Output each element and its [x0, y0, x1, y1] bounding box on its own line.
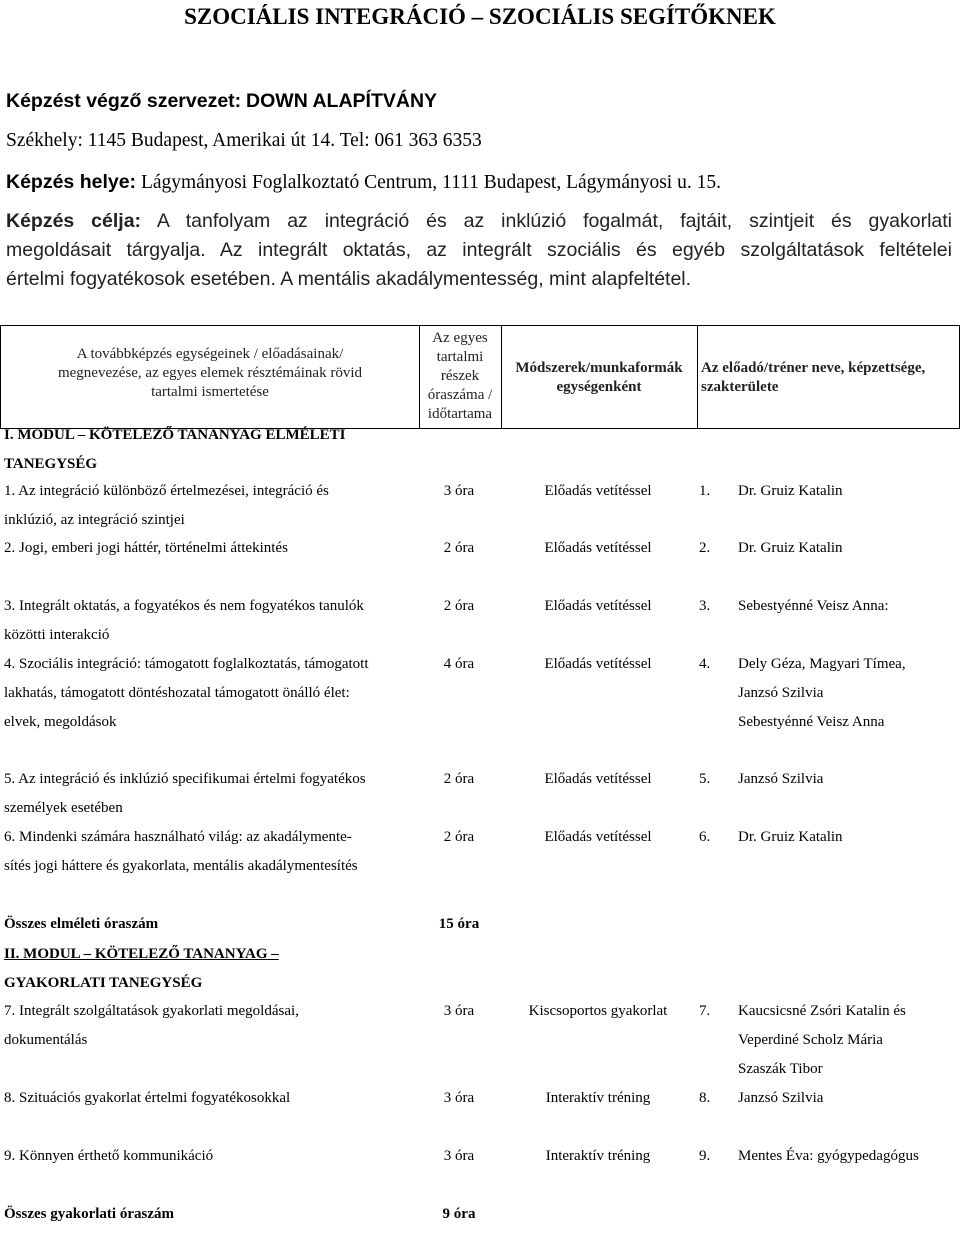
row-trainer-number: 3. [699, 598, 711, 614]
row-topic-line2: dokumentálás [4, 1032, 88, 1048]
row-hours: 3 óra [443, 1003, 475, 1019]
row-trainer-line1: Dr. Gruiz Katalin [738, 483, 843, 499]
row-trainer-number: 8. [699, 1090, 711, 1106]
row-trainer-line2: Janzsó Szilvia [738, 685, 824, 701]
row-trainer-number: 2. [699, 540, 711, 556]
row-hours: 2 óra [443, 598, 475, 614]
row-trainer-number: 5. [699, 771, 711, 787]
row-topic-line2: inklúzió, az integráció szintjei [4, 512, 185, 528]
header-units: A továbbképzés egységeinek / előadásainak/ megnevezése, az egyes elemek résztémáinak rövid tartalmi ismertetése [57, 346, 362, 400]
row-topic-line2: közötti interakció [4, 627, 110, 643]
row-trainer-line1: Dely Géza, Magyari Tímea, [738, 656, 906, 672]
row-topic-line2: lakhatás, támogatott döntéshozatal támogatott önálló élet: [4, 685, 350, 701]
row-topic-line1: 2. Jogi, emberi jogi háttér, történelmi áttekintés [4, 540, 288, 556]
row-trainer-number: 9. [699, 1148, 711, 1164]
row-topic-line3: elvek, megoldások [4, 714, 117, 730]
total-theory-value: 15 óra [438, 916, 480, 932]
module-1-title-line1: I. MODUL – KÖTELEZŐ TANANYAG ELMÉLETI [4, 427, 346, 443]
row-method: Interaktív tréning [545, 1148, 651, 1164]
organizer-label: Képzést végző szervezet: [6, 90, 242, 112]
row-trainer-number: 6. [699, 829, 711, 845]
seat-line: Székhely: 1145 Budapest, Amerikai út 14. Tel: 061 363 6353 [6, 130, 482, 151]
row-hours: 3 óra [443, 483, 475, 499]
module-1-title-line2: TANEGYSÉG [4, 456, 98, 472]
row-method: Kiscsoportos gyakorlat [528, 1003, 668, 1019]
row-hours: 4 óra [443, 656, 475, 672]
row-topic-line1: 1. Az integráció különböző értelmezései, integráció és [4, 483, 329, 499]
row-method: Interaktív tréning [545, 1090, 651, 1106]
total-practice-label: Összes gyakorlati óraszám [4, 1206, 174, 1222]
row-hours: 3 óra [443, 1148, 475, 1164]
column-divider [697, 326, 698, 428]
organizer-line [6, 90, 437, 113]
module-2-title-line1: II. MODUL – KÖTELEZŐ TANANYAG – [4, 946, 279, 962]
place-label: Képzés helye: [6, 171, 137, 193]
row-method: Előadás vetítéssel [544, 656, 652, 672]
row-trainer-number: 1. [699, 483, 711, 499]
row-trainer-number: 4. [699, 656, 711, 672]
row-trainer-line1: Sebestyénné Veisz Anna: [738, 598, 889, 614]
organizer-value: DOWN ALAPÍTVÁNY [246, 90, 438, 112]
module-2-title-line2: GYAKORLATI TANEGYSÉG [4, 975, 203, 991]
total-theory-label: Összes elméleti óraszám [4, 916, 159, 932]
goal-label: Képzés célja: [6, 210, 142, 232]
row-trainer-line1: Kaucsicsné Zsóri Katalin és [738, 1003, 906, 1019]
row-hours: 2 óra [443, 540, 475, 556]
goal-text-line2: megoldásait tárgyalja. Az integrált oktatás, az integrált szociális és egyéb szolgáltatások feltételei [6, 239, 952, 261]
row-method: Előadás vetítéssel [544, 483, 652, 499]
goal-paragraph [6, 207, 952, 294]
row-topic-line1: 4. Szociális integráció: támogatott foglalkoztatás, támogatott [4, 656, 369, 672]
row-method: Előadás vetítéssel [544, 829, 652, 845]
table-header-box [0, 325, 960, 429]
row-trainer-line1: Janzsó Szilvia [738, 771, 824, 787]
place-value: Lágymányosi Foglalkoztató Centrum, 1111 Budapest, Lágymányosi u. 15. [140, 172, 721, 193]
row-topic-line2: sítés jogi háttere és gyakorlata, mentális akadálymentesítés [4, 858, 358, 874]
page-title: SZOCIÁLIS INTEGRÁCIÓ – SZOCIÁLIS SEGÍTŐKNEK [184, 4, 776, 29]
goal-text-line1: A tanfolyam az integráció és az inklúzió fogalmát, fajtáit, szintjeit és gyakorlati [156, 210, 953, 232]
row-method: Előadás vetítéssel [544, 771, 652, 787]
row-trainer-line1: Dr. Gruiz Katalin [738, 829, 843, 845]
row-trainer-line1: Mentes Éva: gyógypedagógus [738, 1148, 919, 1164]
header-trainer: Az előadó/tréner neve, képzettsége, szakterülete [701, 360, 926, 395]
row-topic-line1: 3. Integrált oktatás, a fogyatékos és nem fogyatékos tanulók [4, 598, 364, 614]
row-topic-line1: 7. Integrált szolgáltatások gyakorlati megoldásai, [4, 1003, 299, 1019]
row-trainer-line3: Sebestyénné Veisz Anna [738, 714, 885, 730]
row-topic-line1: 5. Az integráció és inklúzió specifikumai értelmi fogyatékos [4, 771, 366, 787]
row-topic-line1: 8. Szituációs gyakorlat értelmi fogyatékosokkal [4, 1090, 291, 1106]
row-topic-line1: 6. Mindenki számára használható világ: az akadálymente- [4, 829, 352, 845]
row-trainer-line3: Szaszák Tibor [738, 1061, 823, 1077]
row-trainer-line1: Janzsó Szilvia [738, 1090, 824, 1106]
row-method: Előadás vetítéssel [544, 540, 652, 556]
header-hours: Az egyes tartalmi részek óraszáma / időtartama [427, 330, 493, 422]
row-trainer-line1: Dr. Gruiz Katalin [738, 540, 843, 556]
row-hours: 2 óra [443, 771, 475, 787]
goal-text-line3: értelmi fogyatékosok esetében. A mentális akadálymentesség, mint alapfeltétel. [6, 268, 692, 290]
place-line [6, 171, 721, 194]
row-trainer-number: 7. [699, 1003, 711, 1019]
header-methods: Módszerek/munkaformák egységenként [515, 360, 683, 395]
total-practice-value: 9 óra [442, 1206, 476, 1222]
row-method: Előadás vetítéssel [544, 598, 652, 614]
row-hours: 3 óra [443, 1090, 475, 1106]
row-hours: 2 óra [443, 829, 475, 845]
row-trainer-line2: Veperdiné Scholz Mária [738, 1032, 883, 1048]
row-topic-line2: személyek esetében [4, 800, 123, 816]
row-topic-line1: 9. Könnyen érthető kommunikáció [4, 1148, 214, 1164]
